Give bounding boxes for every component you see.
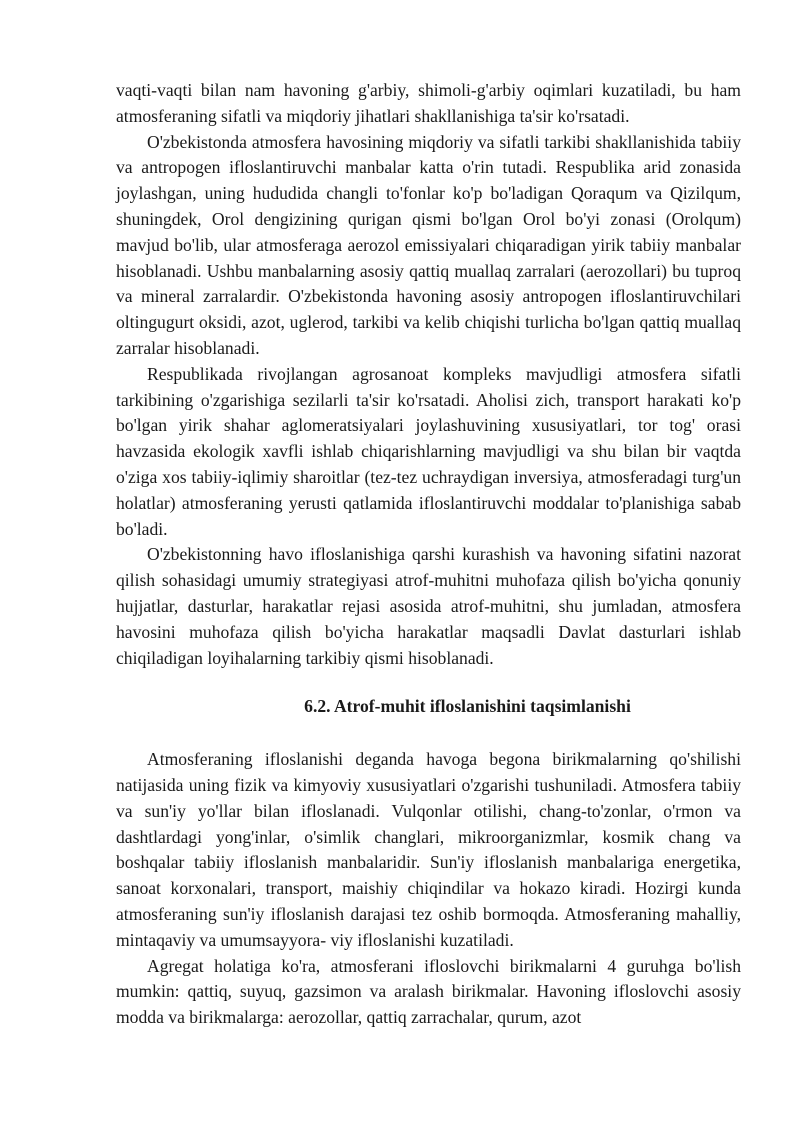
paragraph-continuation: vaqti-vaqti bilan nam havoning g'arbiy, shimoli-g'arbiy oqimlari kuzatiladi, bu ham atmosferaning sifatli va miqdoriy jihatlari shakllanishiga ta'sir ko'rsatadi.	[116, 80, 741, 126]
paragraph-pollution-definition: Atmosferaning ifloslanishi deganda havoga begona birikmalarning qo'shilishi natijasida uning fizik va kimyoviy xususiyatlari o'zgarishi tushuniladi. Atmosfera tabiiy va sun'iy yo'llar bilan ifloslanadi. Vulqonlar otilishi, chang-to'zonlar, o'rmon va dashtlardagi yong'inlar, o'simlik changlari, mikroorganizmlar, kosmik chang va boshqalar tabiiy ifloslanish manbalaridir. Sun'iy ifloslanish manbalariga energetika, sanoat korxonalari, transport, maishiy chiqindilar va hokazo kiradi. Hozirgi kunda atmosferaning sun'iy ifloslanish darajasi tez oshib bormoqda. Atmosferaning mahalliy, mintaqaviy va umumsayyora- viy ifloslanishi kuzatiladi.	[116, 749, 741, 950]
paragraph-strategy: O'zbekistonning havo ifloslanishiga qarshi kurashish va havoning sifatini nazorat qilish sohasidagi umumiy strategiyasi atrof-muhitni muhofaza qilish bo'yicha qonuniy hujjatlar, dasturlar, harakatlar rejasi asosida atrof-muhitni, shu jumladan, atmosfera havosini muhofaza qilish bo'yicha harakatlar maqsadli Davlat dasturlari ishlab chiqiladigan loyihalarning tarkibiy qismi hisoblanadi.	[116, 544, 741, 668]
paragraph-agro-industry: Respublikada rivojlangan agrosanoat kompleks mavjudligi atmosfera sifatli tarkibining o'zgarishiga sezilarli ta'sir ko'rsatadi. Aholisi zich, transport harakati ko'p bo'lgan yirik shahar aglomeratsiyalari joylashuvining xususiyatlari, tor tog' orasi havzasida ekologik xavfli ishlab chiqarishlarning mavjudligi va shu bilan bir vaqtda o'ziga xos tabiiy-iqlimiy sharoitlar (tez-tez uchraydigan inversiya, atmosferadagi turg'un holatlar) atmosferaning yerusti qatlamida ifloslantiruvchi moddalar to'planishiga sabab bo'ladi.	[116, 363, 741, 539]
section-heading: 6.2. Atrof-muhit ifloslanishini taqsimlanishi	[304, 696, 631, 717]
document-page	[116, 78, 741, 1031]
paragraph-aggregate-state: Agregat holatiga ko'ra, atmosferani ifloslovchi birikmalarni 4 guruhga bo'lish mumkin: qattiq, suyuq, gazsimon va aralash birikmalar. Havoning ifloslovchi asosiy modda va birikmalarga: aerozollar, qattiq zarrachalar, qurum, azot	[116, 955, 741, 1028]
paragraph-emission-sources: O'zbekistonda atmosfera havosining miqdoriy va sifatli tarkibi shakllanishida tabiiy va antropogen ifloslantiruvchi manbalar katta o'rin tutadi. Respublika arid zonasida joylashgan, uning hududida changli to'fonlar ko'p bo'ladigan Qoraqum va Qizilqum, shuningdek, Orol dengizining qurigan qismi bo'lgan Orol bo'yi zonasi (Orolqum) mavjud bo'lib, ular atmosferaga aerozol emissiyalari chiqaradigan yirik tabiiy manbalar hisoblanadi. Ushbu manbalarning asosiy qattiq muallaq zarralari (aerozollari) bu tuproq va mineral zarralardir. O'zbekistonda havoning asosiy antropogen ifloslantiruvchilari oltingugurt oksidi, azot, uglerod, tarkibi va kelib chiqishi turlicha bo'lgan qattiq muallaq zarralar hisoblanadi.	[116, 131, 741, 358]
